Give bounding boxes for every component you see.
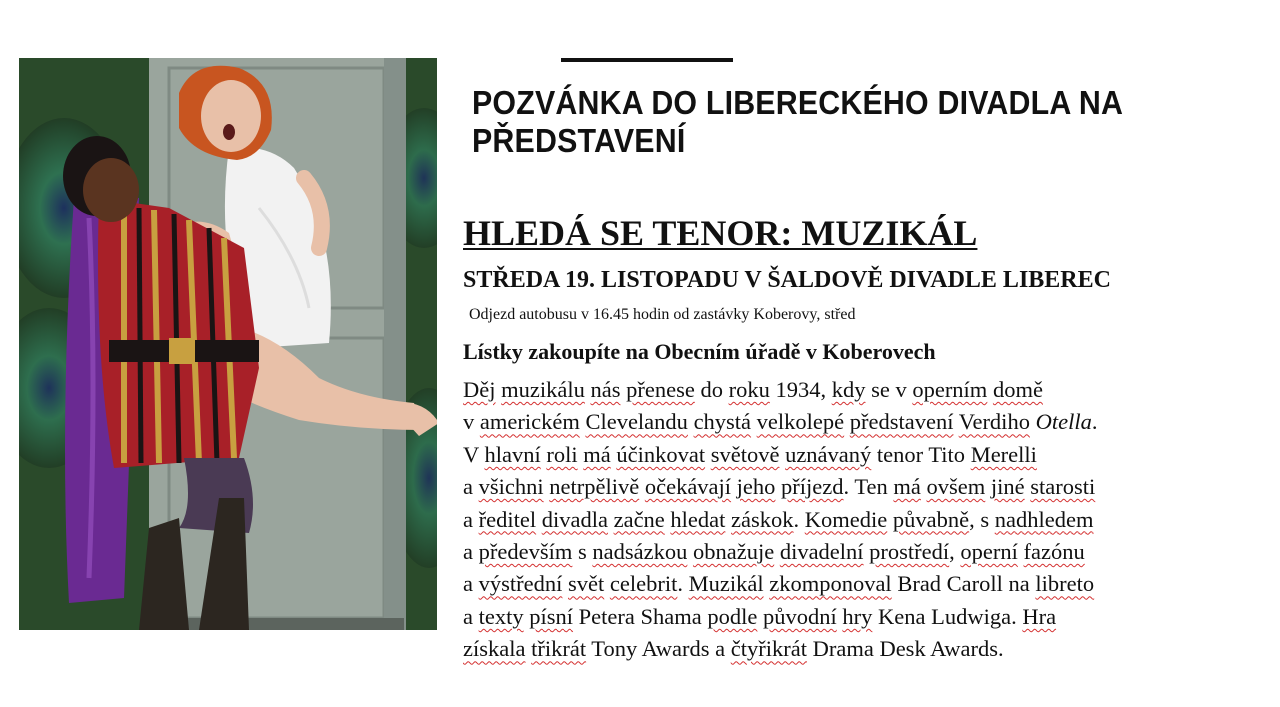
performance-photo <box>19 58 437 630</box>
description-line <box>463 471 1273 503</box>
spellcheck-word: Verdiho <box>958 409 1030 435</box>
description-line <box>463 374 1273 406</box>
text-segment: . <box>1091 409 1098 435</box>
bus-departure-info: Odjezd autobusu v 16.45 hodin od zastávky Koberovy, střed <box>469 306 856 323</box>
spellcheck-word: divadelní <box>779 539 864 565</box>
event-date-venue: STŘEDA 19. LISTOPADU V ŠALDOVĚ DIVADLE LIBEREC <box>463 267 1111 293</box>
spellcheck-word: netrpělivě <box>549 474 640 500</box>
performance-photo-illustration <box>19 58 437 630</box>
text-segment: se v <box>865 377 913 402</box>
spellcheck-word: roku <box>728 377 770 402</box>
spellcheck-word: Komedie <box>804 506 888 532</box>
text-segment: . <box>793 506 805 532</box>
spellcheck-word: hry <box>842 603 873 629</box>
spellcheck-word: získala <box>463 636 526 662</box>
text-segment: do <box>694 377 729 402</box>
spellcheck-word: muzikálu <box>501 377 585 402</box>
spellcheck-word: přenese <box>626 377 695 402</box>
spellcheck-word: výstřední <box>478 571 563 597</box>
text-segment: a <box>463 506 479 532</box>
spellcheck-word: začne <box>613 506 665 532</box>
spellcheck-word: velkolepé <box>756 409 845 435</box>
spellcheck-word: chystá <box>693 409 752 435</box>
spellcheck-word: operním <box>912 377 988 402</box>
show-description <box>463 374 1273 666</box>
spellcheck-word: starosti <box>1030 474 1096 500</box>
spellcheck-word: fazónu <box>1023 539 1085 565</box>
spellcheck-word: nadhledem <box>994 506 1094 532</box>
description-line <box>463 601 1273 633</box>
text-segment: a <box>463 603 479 629</box>
spellcheck-word: hledat <box>670 506 726 532</box>
italic-word: Otella <box>1035 409 1092 435</box>
spellcheck-word: představení <box>849 409 954 435</box>
spellcheck-word: Hra <box>1022 603 1057 629</box>
text-segment: v <box>463 409 480 435</box>
text-segment: Drama Desk Awards. <box>806 636 1004 662</box>
text-segment: , <box>949 539 961 565</box>
spellcheck-word: obnažuje <box>692 539 775 565</box>
spellcheck-word: hlavní <box>484 441 541 467</box>
spellcheck-word: světově <box>710 441 780 467</box>
text-segment: , s <box>969 506 995 532</box>
spellcheck-word: kdy <box>831 377 866 402</box>
spellcheck-word: záskok <box>731 506 794 532</box>
spellcheck-word: domě <box>992 377 1043 402</box>
spellcheck-word: Muzikál <box>688 571 764 597</box>
spellcheck-word: texty <box>478 603 524 629</box>
spellcheck-word: půvabně <box>892 506 970 532</box>
text-segment: Kena Ludwiga. <box>872 603 1023 629</box>
spellcheck-word: ředitel <box>478 506 537 532</box>
spellcheck-word: všichni <box>478 474 544 500</box>
spellcheck-word: libreto <box>1035 571 1095 597</box>
description-line <box>463 633 1273 665</box>
description-line <box>463 568 1273 600</box>
spellcheck-word: třikrát <box>531 636 587 662</box>
text-segment: a <box>463 474 479 500</box>
text-segment: Petera Shama <box>573 603 708 629</box>
spellcheck-word: má <box>893 474 921 500</box>
spellcheck-word: uznávaný <box>785 441 872 467</box>
text-segment: Brad Caroll na <box>891 571 1036 597</box>
text-segment: s <box>572 539 593 565</box>
spellcheck-word: jeho <box>736 474 776 500</box>
decorative-rule <box>561 58 733 62</box>
text-segment: 1934, <box>769 377 832 402</box>
show-title: HLEDÁ SE TENOR: MUZIKÁL <box>463 213 978 253</box>
spellcheck-word: původní <box>762 603 837 629</box>
text-segment: a <box>463 571 479 597</box>
spellcheck-word: roli <box>546 441 578 467</box>
description-line <box>463 504 1273 536</box>
text-segment: a <box>463 539 479 565</box>
spellcheck-word: Merelli <box>970 441 1037 467</box>
text-segment: tenor Tito <box>871 441 971 467</box>
invitation-heading: POZVÁNKA DO LIBERECKÉHO DIVADLA NA PŘEDSTAVENÍ <box>472 84 1123 159</box>
spellcheck-word: svět <box>568 571 605 597</box>
spellcheck-word: nadsázkou <box>592 539 688 565</box>
spellcheck-word: podle <box>707 603 758 629</box>
spellcheck-word: čtyřikrát <box>730 636 807 662</box>
description-line <box>463 439 1273 471</box>
text-segment: . Ten <box>843 474 894 500</box>
text-segment: V <box>463 441 485 467</box>
spellcheck-word: zkomponoval <box>769 571 892 597</box>
spellcheck-word: Clevelandu <box>585 409 688 435</box>
spellcheck-word: písní <box>529 603 574 629</box>
spellcheck-word: především <box>478 539 573 565</box>
text-segment: Tony Awards a <box>586 636 731 662</box>
spellcheck-word: operní <box>960 539 1018 565</box>
spellcheck-word: příjezd <box>781 474 844 500</box>
spellcheck-word: divadla <box>541 506 608 532</box>
spellcheck-word: má <box>583 441 611 467</box>
text-segment: . <box>677 571 689 597</box>
spellcheck-word: ovšem <box>926 474 986 500</box>
description-line <box>463 536 1273 568</box>
spellcheck-word: očekávají <box>644 474 732 500</box>
spellcheck-word: celebrit <box>609 571 678 597</box>
spellcheck-word: Děj <box>463 377 496 402</box>
spellcheck-word: prostředí <box>869 539 950 565</box>
description-line <box>463 406 1273 438</box>
spellcheck-word: účinkovat <box>616 441 706 467</box>
spellcheck-word: jiné <box>990 474 1025 500</box>
spellcheck-word: nás <box>590 377 621 402</box>
spellcheck-word: americkém <box>479 409 580 435</box>
ticket-info: Lístky zakoupíte na Obecním úřadě v Koberovech <box>463 339 936 364</box>
